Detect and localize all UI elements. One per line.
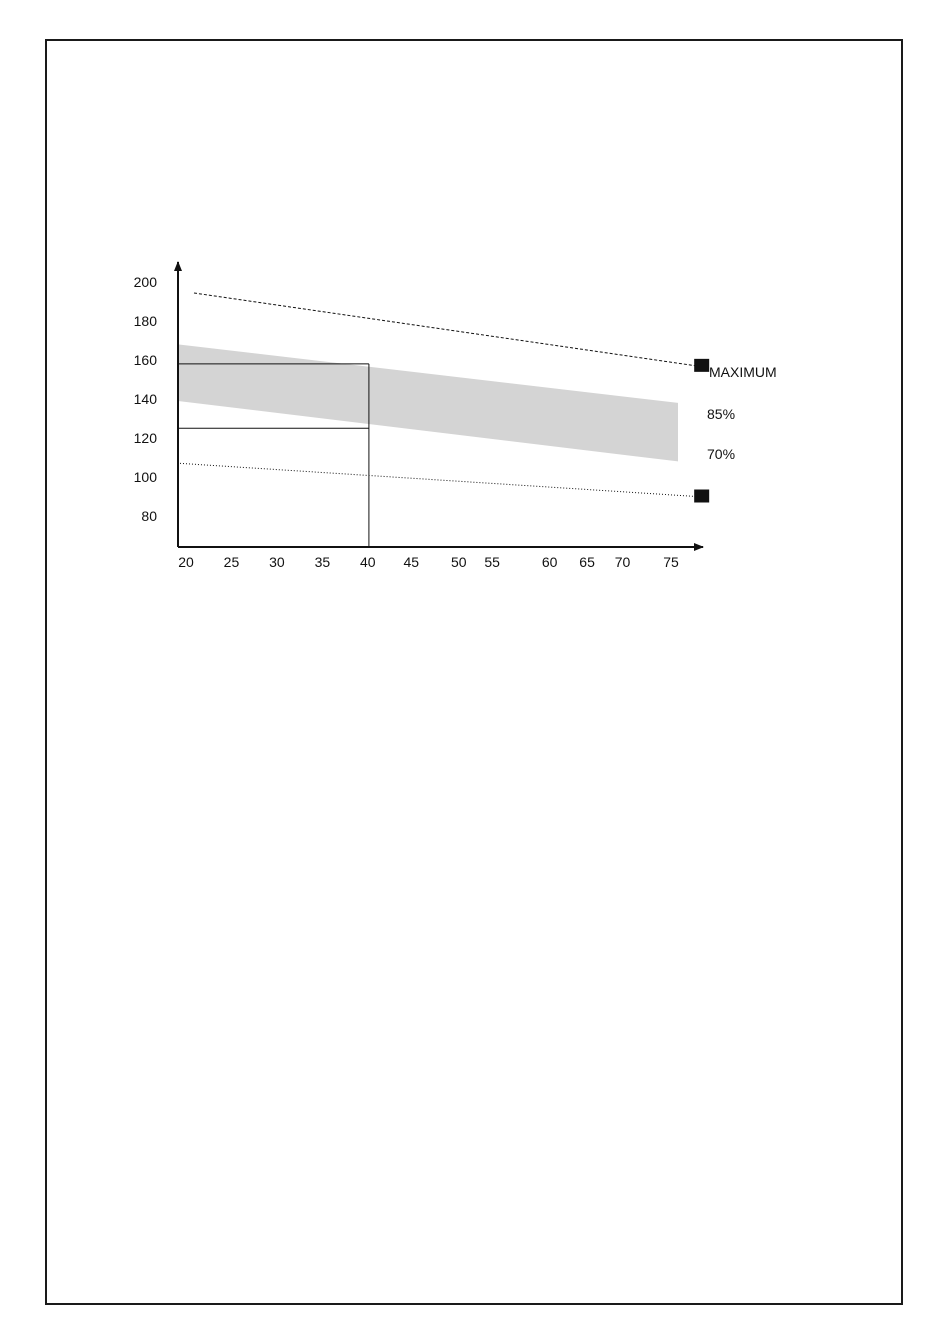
x-tick-label: 25 — [223, 554, 240, 570]
legend — [707, 364, 777, 462]
band-layer — [178, 344, 678, 461]
legend-label-maximum: MAXIMUM — [709, 364, 777, 380]
legend-label-85: 85% — [707, 406, 736, 422]
legend-label-70: 70% — [707, 446, 736, 462]
minimum-line — [180, 463, 696, 496]
x-tick-label: 40 — [360, 554, 376, 570]
y-tick-label: 200 — [133, 274, 157, 290]
y-tick-label: 80 — [141, 508, 157, 524]
x-tick-label: 70 — [614, 554, 631, 570]
target-zone-band — [178, 344, 678, 461]
maximum-marker — [694, 359, 709, 372]
y-tick-label: 160 — [133, 352, 157, 368]
x-tick-label: 60 — [541, 554, 558, 570]
minimum-marker — [694, 490, 709, 503]
x-tick-label: 55 — [484, 554, 500, 570]
maximum-line — [194, 293, 696, 366]
x-tick-label: 75 — [663, 554, 679, 570]
y-tick-label: 100 — [133, 469, 157, 485]
y-tick-label: 140 — [133, 391, 157, 407]
x-tick-label: 50 — [450, 554, 467, 570]
x-tick-label: 65 — [579, 554, 595, 570]
x-tick-label: 20 — [178, 554, 194, 570]
x-tick-label: 35 — [314, 554, 331, 570]
x-tick-label: 45 — [403, 554, 420, 570]
y-tick-label: 120 — [133, 430, 157, 446]
y-tick-label: 180 — [133, 313, 157, 329]
x-tick-label: 30 — [269, 554, 285, 570]
